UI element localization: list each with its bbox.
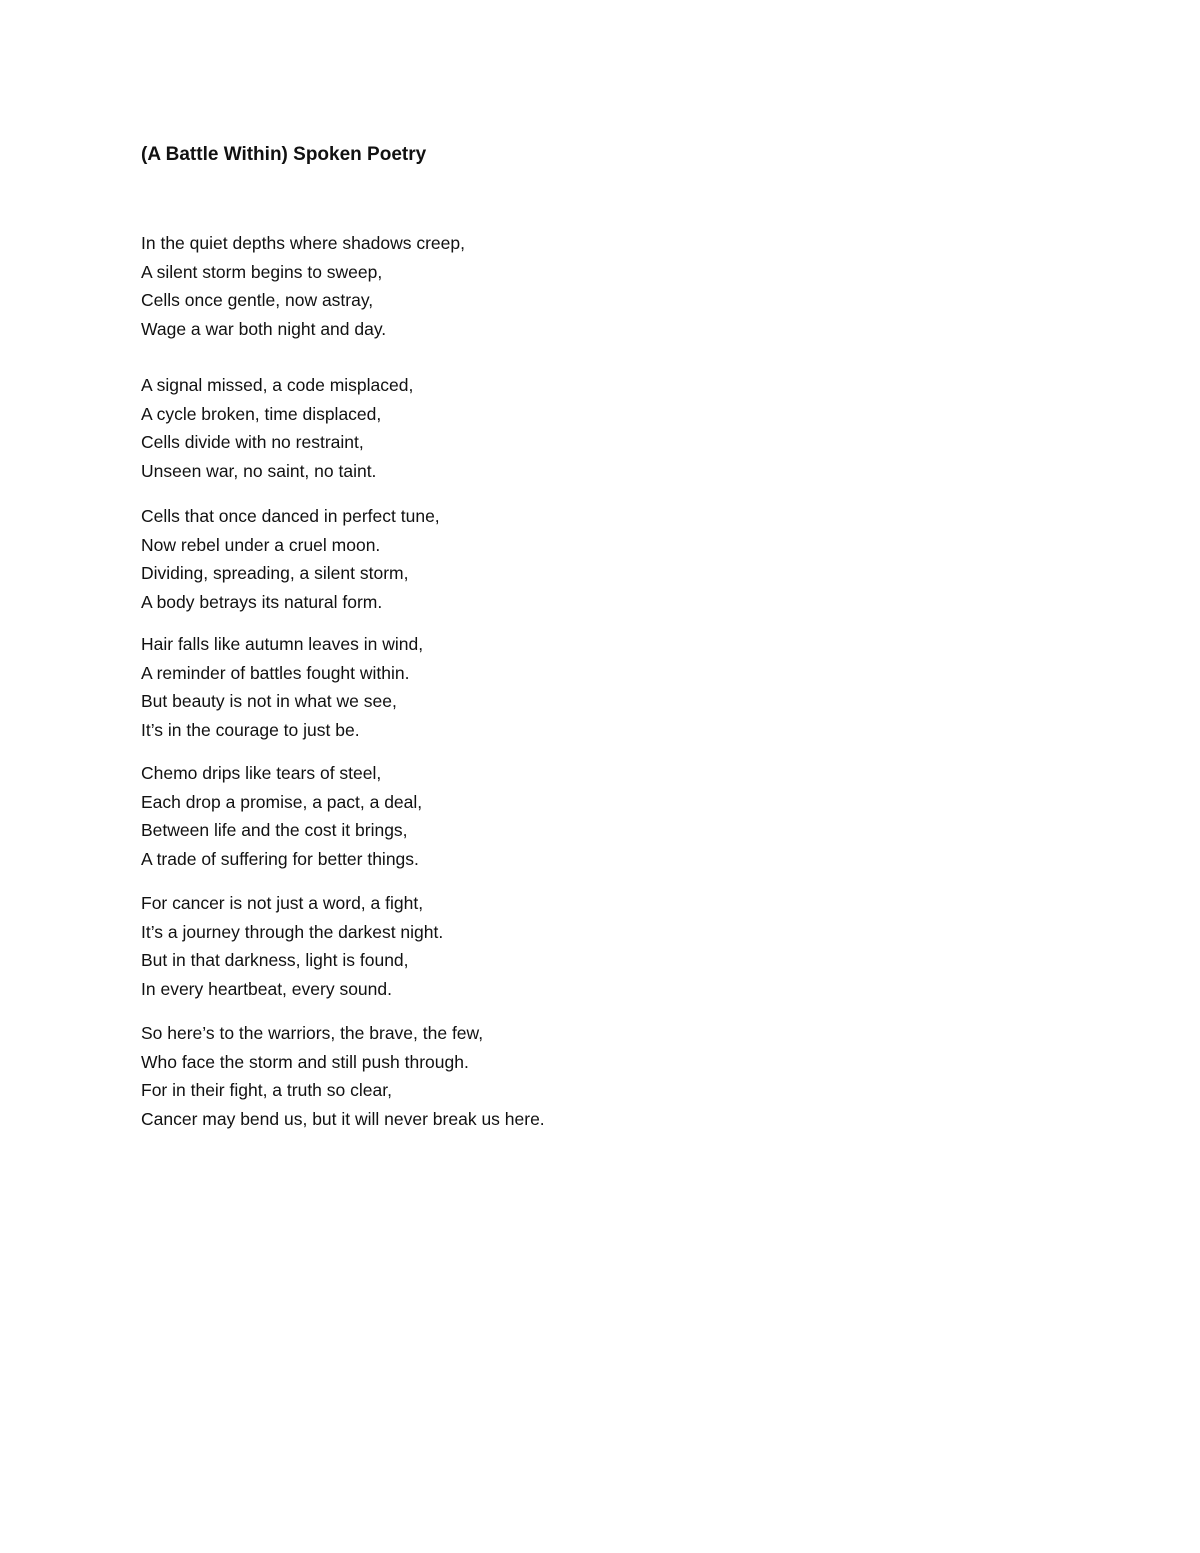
poem-line: Dividing, spreading, a silent storm, [141, 563, 409, 583]
stanza [141, 371, 413, 485]
poem-line: It’s a journey through the darkest night. [141, 921, 444, 942]
poem-line: A signal missed, a code misplaced, [141, 375, 414, 395]
poem-line: It’s in the courage to just be. [141, 719, 360, 740]
poem-line: Between life and the cost it brings, [141, 820, 408, 840]
poem-line: A reminder of battles fought within. [141, 662, 410, 683]
poem-line: Unseen war, no saint, no taint. [141, 460, 377, 481]
poem-line: A silent storm begins to sweep, [141, 261, 383, 282]
poem-line: Hair falls like autumn leaves in wind, [141, 634, 424, 654]
stanza [141, 889, 443, 1003]
stanza [141, 1019, 545, 1133]
poem-line: A body betrays its natural form. [141, 591, 383, 612]
poem-line: Cells that once danced in perfect tune, [141, 506, 440, 526]
poem-line: Wage a war both night and day. [141, 318, 387, 339]
poem-line: In every heartbeat, every sound. [141, 978, 392, 999]
poem-line: So here’s to the warriors, the brave, the few, [141, 1023, 484, 1043]
poem-line: Cells divide with no restraint, [141, 432, 364, 452]
poem-line: For in their fight, a truth so clear, [141, 1080, 392, 1100]
poem-line: But in that darkness, light is found, [141, 950, 409, 970]
poem-title: (A Battle Within) Spoken Poetry [141, 144, 427, 165]
stanza [141, 759, 422, 873]
poem-line: A trade of suffering for better things. [141, 848, 419, 869]
poem-line: In the quiet depths where shadows creep, [141, 233, 465, 253]
poem-line: Now rebel under a cruel moon. [141, 534, 381, 555]
poem-line: For cancer is not just a word, a fight, [141, 893, 424, 913]
poem-line: Chemo drips like tears of steel, [141, 763, 382, 783]
stanza [141, 229, 465, 343]
poem-line: Each drop a promise, a pact, a deal, [141, 791, 423, 812]
poem-line: Who face the storm and still push through. [141, 1051, 469, 1072]
poem-line: A cycle broken, time displaced, [141, 403, 382, 424]
stanza [141, 630, 423, 744]
stanza [141, 502, 440, 616]
poem-line: Cells once gentle, now astray, [141, 290, 374, 310]
poem-line: Cancer may bend us, but it will never break us here. [141, 1108, 545, 1129]
poem-line: But beauty is not in what we see, [141, 691, 397, 711]
